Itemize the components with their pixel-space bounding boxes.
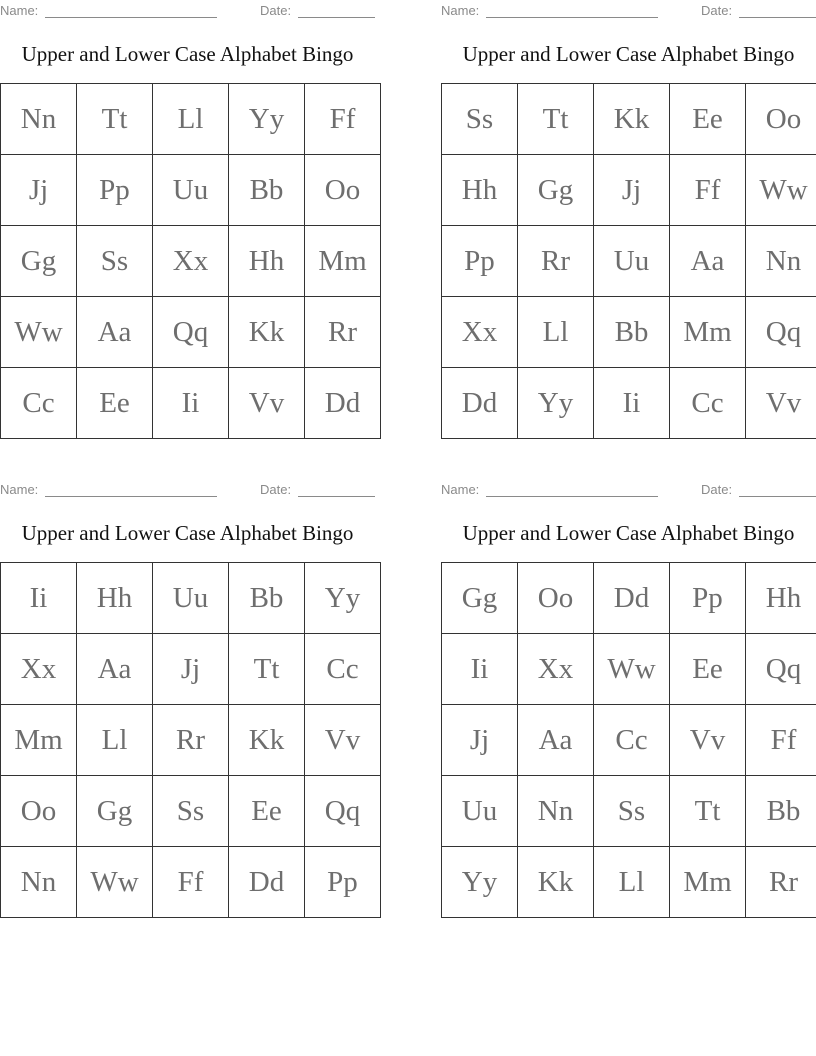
date-label: Date: — [701, 3, 733, 18]
bingo-cell: Vv — [670, 705, 746, 776]
bingo-cell: Xx — [518, 634, 594, 705]
bingo-cell: Vv — [746, 368, 816, 439]
bingo-cell: Ff — [305, 84, 381, 155]
bingo-cell: Kk — [594, 84, 670, 155]
bingo-cell: Mm — [670, 847, 746, 918]
card-title: Upper and Lower Case Alphabet Bingo — [21, 521, 354, 545]
bingo-cell: Gg — [1, 226, 77, 297]
bingo-cell: Ll — [153, 84, 229, 155]
bingo-cell: Oo — [746, 84, 816, 155]
bingo-cell: Dd — [442, 368, 518, 439]
bingo-card — [441, 0, 816, 440]
bingo-card — [0, 479, 375, 919]
bingo-cell: Ss — [594, 776, 670, 847]
bingo-cell: Gg — [518, 155, 594, 226]
bingo-cell: Tt — [670, 776, 746, 847]
bingo-cell: Ww — [594, 634, 670, 705]
bingo-cell: Qq — [153, 297, 229, 368]
bingo-cell: Vv — [305, 705, 381, 776]
bingo-cell: Oo — [1, 776, 77, 847]
bingo-cell: Jj — [153, 634, 229, 705]
name-blank-line[interactable] — [45, 496, 217, 497]
date-blank-line[interactable] — [298, 496, 375, 497]
card-header — [441, 482, 816, 498]
bingo-cell: Xx — [1, 634, 77, 705]
bingo-row — [442, 563, 816, 634]
bingo-cell: Vv — [229, 368, 305, 439]
bingo-cell: Nn — [1, 847, 77, 918]
bingo-cell: Ll — [77, 705, 153, 776]
card-title: Upper and Lower Case Alphabet Bingo — [462, 521, 795, 545]
bingo-cell: Jj — [594, 155, 670, 226]
bingo-cell: Yy — [518, 368, 594, 439]
bingo-card — [0, 0, 375, 440]
bingo-cell: Ii — [1, 563, 77, 634]
bingo-card — [441, 479, 816, 919]
bingo-cell: Tt — [518, 84, 594, 155]
date-label: Date: — [701, 482, 733, 497]
bingo-cell: Ii — [594, 368, 670, 439]
card-title: Upper and Lower Case Alphabet Bingo — [21, 42, 354, 66]
card-header — [441, 3, 816, 19]
bingo-cell: Nn — [1, 84, 77, 155]
card-title: Upper and Lower Case Alphabet Bingo — [462, 42, 795, 66]
bingo-row — [1, 705, 381, 776]
bingo-row — [442, 705, 816, 776]
bingo-cell: Ff — [670, 155, 746, 226]
bingo-cell: Dd — [594, 563, 670, 634]
card-header — [0, 3, 375, 19]
name-label: Name: — [0, 3, 39, 18]
bingo-cell: Cc — [1, 368, 77, 439]
bingo-cell: Pp — [442, 226, 518, 297]
bingo-cell: Dd — [229, 847, 305, 918]
bingo-cell: Bb — [229, 155, 305, 226]
bingo-row — [442, 368, 816, 439]
name-label: Name: — [0, 482, 39, 497]
bingo-row — [1, 84, 381, 155]
bingo-cell: Yy — [442, 847, 518, 918]
date-label: Date: — [260, 3, 292, 18]
bingo-grid — [0, 562, 381, 918]
bingo-row — [442, 155, 816, 226]
bingo-row — [442, 226, 816, 297]
bingo-cell: Hh — [442, 155, 518, 226]
bingo-cell: Rr — [305, 297, 381, 368]
bingo-row — [1, 776, 381, 847]
bingo-cell: Pp — [670, 563, 746, 634]
bingo-cell: Ss — [153, 776, 229, 847]
bingo-row — [442, 847, 816, 918]
bingo-cell: Aa — [670, 226, 746, 297]
bingo-row — [442, 84, 816, 155]
bingo-cell: Ee — [229, 776, 305, 847]
bingo-cell: Nn — [746, 226, 816, 297]
bingo-cell: Uu — [153, 155, 229, 226]
bingo-cell: Ww — [1, 297, 77, 368]
bingo-cell: Ww — [77, 847, 153, 918]
bingo-cell: Ee — [670, 634, 746, 705]
date-blank-line[interactable] — [739, 17, 816, 18]
bingo-row — [442, 776, 816, 847]
bingo-cell: Mm — [305, 226, 381, 297]
bingo-grid — [441, 562, 816, 918]
bingo-cell: Qq — [305, 776, 381, 847]
bingo-cell: Ll — [518, 297, 594, 368]
bingo-row — [442, 297, 816, 368]
bingo-cell: Kk — [518, 847, 594, 918]
name-label: Name: — [441, 482, 480, 497]
bingo-cell: Aa — [77, 297, 153, 368]
bingo-row — [442, 634, 816, 705]
bingo-cell: Tt — [229, 634, 305, 705]
bingo-grid — [0, 83, 381, 439]
bingo-cell: Uu — [594, 226, 670, 297]
name-blank-line[interactable] — [45, 17, 217, 18]
bingo-cell: Aa — [77, 634, 153, 705]
bingo-row — [1, 297, 381, 368]
bingo-cell: Xx — [153, 226, 229, 297]
bingo-cell: Rr — [518, 226, 594, 297]
bingo-cell: Ii — [153, 368, 229, 439]
card-header — [0, 482, 375, 498]
name-blank-line[interactable] — [486, 17, 658, 18]
bingo-cell: Qq — [746, 634, 816, 705]
bingo-cell: Ss — [77, 226, 153, 297]
bingo-cell: Ff — [153, 847, 229, 918]
bingo-cell: Cc — [670, 368, 746, 439]
bingo-cell: Mm — [1, 705, 77, 776]
bingo-row — [1, 563, 381, 634]
name-label: Name: — [441, 3, 480, 18]
bingo-cell: Bb — [746, 776, 816, 847]
bingo-cell: Ll — [594, 847, 670, 918]
bingo-cell: Xx — [442, 297, 518, 368]
bingo-cell: Ee — [77, 368, 153, 439]
bingo-cell: Aa — [518, 705, 594, 776]
bingo-row — [1, 155, 381, 226]
bingo-cell: Oo — [305, 155, 381, 226]
bingo-cell: Ee — [670, 84, 746, 155]
date-blank-line[interactable] — [298, 17, 375, 18]
date-label: Date: — [260, 482, 292, 497]
bingo-cell: Uu — [442, 776, 518, 847]
bingo-row — [1, 634, 381, 705]
bingo-cell: Uu — [153, 563, 229, 634]
bingo-row — [1, 368, 381, 439]
bingo-row — [1, 847, 381, 918]
bingo-cell: Qq — [746, 297, 816, 368]
bingo-cell: Ss — [442, 84, 518, 155]
bingo-cell: Nn — [518, 776, 594, 847]
bingo-cell: Rr — [153, 705, 229, 776]
bingo-cell: Hh — [229, 226, 305, 297]
name-blank-line[interactable] — [486, 496, 658, 497]
bingo-cell: Jj — [442, 705, 518, 776]
bingo-cell: Pp — [77, 155, 153, 226]
bingo-row — [1, 226, 381, 297]
bingo-cell: Ii — [442, 634, 518, 705]
bingo-cell: Yy — [305, 563, 381, 634]
bingo-cell: Cc — [594, 705, 670, 776]
bingo-cell: Ff — [746, 705, 816, 776]
bingo-cell: Yy — [229, 84, 305, 155]
bingo-cell: Hh — [77, 563, 153, 634]
bingo-cell: Bb — [594, 297, 670, 368]
bingo-cell: Bb — [229, 563, 305, 634]
bingo-cell: Pp — [305, 847, 381, 918]
bingo-cell: Oo — [518, 563, 594, 634]
bingo-grid — [441, 83, 816, 439]
bingo-cell: Mm — [670, 297, 746, 368]
bingo-cell: Cc — [305, 634, 381, 705]
bingo-cell: Kk — [229, 705, 305, 776]
bingo-cell: Kk — [229, 297, 305, 368]
bingo-cell: Hh — [746, 563, 816, 634]
bingo-cell: Jj — [1, 155, 77, 226]
bingo-cell: Gg — [442, 563, 518, 634]
bingo-cell: Ww — [746, 155, 816, 226]
bingo-cell: Rr — [746, 847, 816, 918]
date-blank-line[interactable] — [739, 496, 816, 497]
bingo-cell: Gg — [77, 776, 153, 847]
bingo-cell: Tt — [77, 84, 153, 155]
bingo-cell: Dd — [305, 368, 381, 439]
